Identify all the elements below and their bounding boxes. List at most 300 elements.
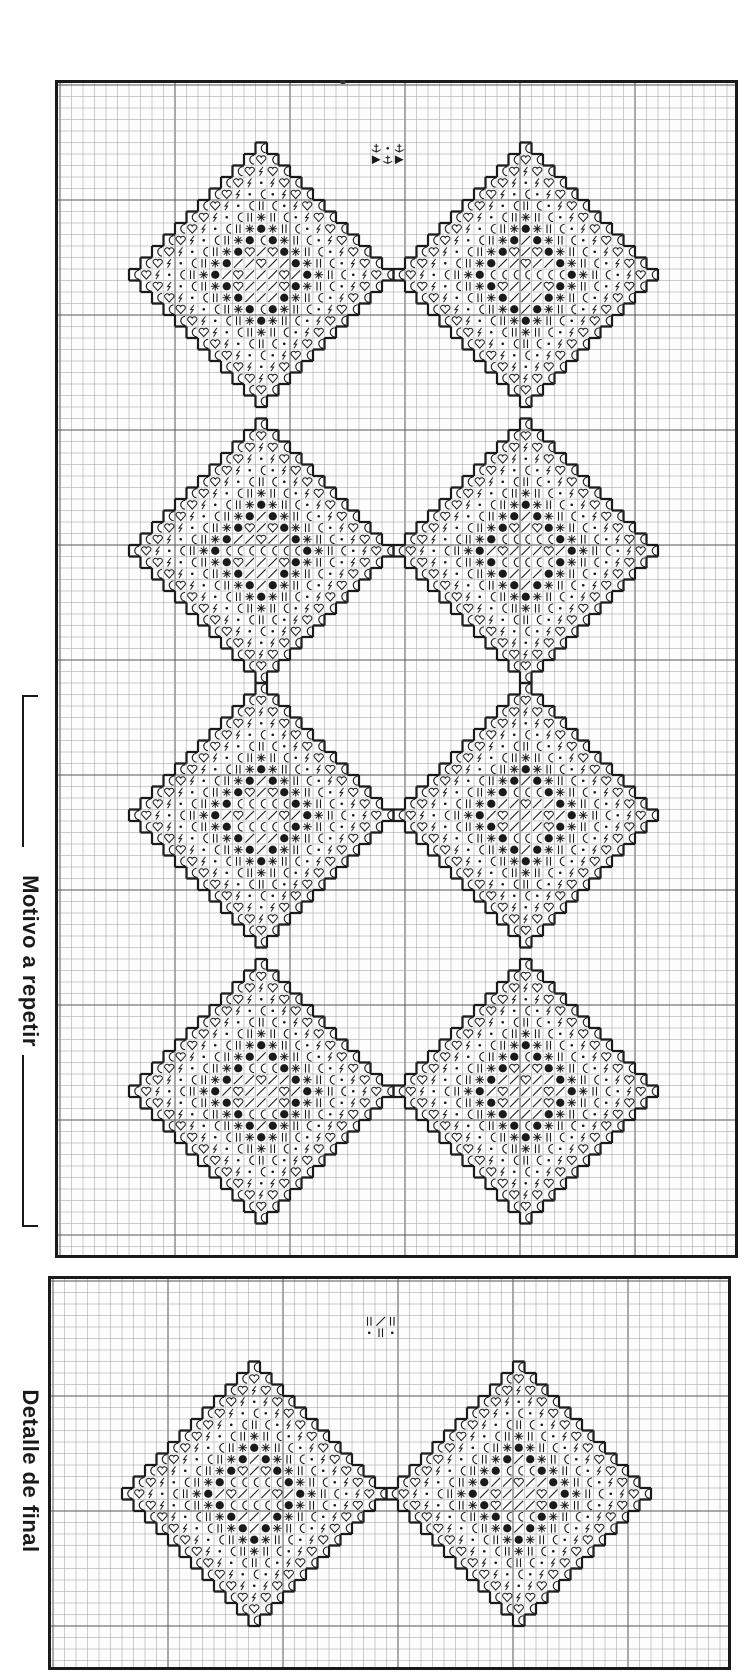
double-bar-icon	[501, 765, 504, 774]
c-shape-icon	[411, 1075, 415, 1084]
lightning-icon	[605, 1110, 608, 1119]
heart-icon	[291, 1168, 300, 1176]
lightning-icon	[536, 1179, 539, 1188]
dot-icon	[329, 1113, 332, 1116]
c-shape-icon	[422, 1110, 426, 1119]
filled-circle-icon	[568, 811, 576, 819]
lightning-icon	[179, 788, 182, 797]
asterisk-icon	[487, 569, 496, 578]
dot-icon	[260, 641, 263, 644]
double-bar-icon	[225, 512, 228, 521]
c-shape-icon	[526, 1213, 530, 1222]
c-shape-icon	[480, 891, 484, 900]
heart-icon	[487, 466, 496, 474]
c-shape-icon	[519, 1616, 523, 1625]
c-shape-icon	[250, 477, 254, 486]
dot-icon	[570, 1044, 573, 1047]
heart-icon	[544, 995, 553, 1003]
c-shape-icon	[537, 477, 541, 486]
double-bar-icon	[248, 604, 251, 613]
asterisk-icon	[537, 1455, 546, 1464]
double-bar-icon	[225, 236, 228, 245]
dot-icon	[172, 1481, 175, 1484]
c-shape-icon	[376, 535, 380, 544]
filled-circle-icon	[533, 1122, 541, 1130]
heart-icon	[188, 501, 197, 509]
heart-icon	[280, 1179, 289, 1187]
c-shape-icon	[457, 753, 461, 762]
lightning-icon	[559, 477, 562, 486]
asterisk-icon	[560, 1478, 569, 1487]
lightning-icon	[317, 224, 320, 233]
slash-icon	[257, 1052, 266, 1061]
dot-icon	[161, 1492, 164, 1495]
heart-icon	[245, 915, 254, 923]
lightning-icon	[501, 466, 504, 475]
heart-icon	[280, 363, 289, 371]
asterisk-icon	[291, 788, 300, 797]
dot-icon	[248, 354, 251, 357]
asterisk-icon	[567, 822, 576, 831]
c-shape-icon	[572, 512, 576, 521]
heart-icon	[188, 225, 197, 233]
lightning-icon	[260, 983, 263, 992]
heart-icon	[372, 547, 381, 555]
heart-icon	[544, 1099, 553, 1107]
heart-icon	[613, 1110, 622, 1118]
c-shape-icon	[606, 857, 610, 866]
dot-icon	[179, 1078, 182, 1081]
heart-icon	[284, 1570, 293, 1578]
heart-icon	[418, 558, 427, 566]
filled-circle-icon	[556, 1076, 564, 1084]
c-shape-icon	[514, 477, 518, 486]
c-shape-icon	[480, 1006, 484, 1015]
heart-icon	[537, 1490, 546, 1498]
c-shape-icon	[273, 155, 277, 164]
asterisk-icon	[257, 753, 266, 762]
slash-icon	[510, 1075, 519, 1084]
c-shape-icon	[215, 1052, 219, 1061]
lightning-icon	[294, 477, 297, 486]
filled-circle-icon	[292, 1099, 300, 1107]
lightning-icon	[559, 1156, 562, 1165]
lightning-icon	[352, 822, 355, 831]
lightning-icon	[241, 1581, 244, 1590]
c-shape-icon	[227, 1041, 231, 1050]
heart-icon	[464, 213, 473, 221]
c-shape-icon	[537, 661, 541, 670]
filled-circle-icon	[522, 593, 530, 601]
c-shape-icon	[526, 960, 530, 969]
c-shape-icon	[243, 1501, 247, 1510]
c-shape-icon	[376, 558, 380, 567]
dot-icon	[218, 1550, 221, 1553]
c-shape-icon	[549, 868, 553, 877]
heart-icon	[280, 1087, 289, 1095]
lightning-icon	[501, 351, 504, 360]
c-shape-icon	[537, 270, 541, 279]
c-shape-icon	[323, 1501, 327, 1510]
c-shape-icon	[560, 270, 564, 279]
c-shape-icon	[526, 1167, 530, 1176]
c-shape-icon	[376, 259, 380, 268]
heart-icon	[567, 742, 576, 750]
asterisk-icon	[238, 1535, 247, 1544]
slash-icon	[521, 845, 530, 854]
double-bar-icon	[271, 489, 274, 498]
double-bar-icon	[513, 489, 516, 498]
c-shape-icon	[560, 857, 564, 866]
dot-icon	[490, 1032, 493, 1035]
dot-icon	[513, 894, 516, 897]
slash-icon	[268, 1098, 277, 1107]
c-shape-icon	[250, 1110, 254, 1119]
slash-icon	[521, 569, 530, 578]
asterisk-icon	[222, 523, 231, 532]
asterisk-icon	[257, 328, 266, 337]
c-shape-icon	[480, 845, 484, 854]
lightning-icon	[582, 500, 585, 509]
c-shape-icon	[220, 1535, 224, 1544]
slash-icon	[533, 1075, 542, 1084]
c-shape-icon	[507, 1374, 511, 1383]
end-detail-label: Detalle de final	[18, 1389, 43, 1553]
c-shape-icon	[365, 788, 369, 797]
dot-icon	[616, 1090, 619, 1093]
c-shape-icon	[215, 1167, 219, 1176]
c-shape-icon	[296, 224, 300, 233]
double-bar-icon	[467, 282, 470, 291]
filled-circle-icon	[522, 501, 530, 509]
c-shape-icon	[583, 1064, 587, 1073]
c-shape-icon	[192, 1144, 196, 1153]
heart-icon	[544, 903, 553, 911]
c-shape-icon	[181, 592, 185, 601]
asterisk-icon	[261, 1535, 270, 1544]
asterisk-icon	[514, 1432, 523, 1441]
slash-icon	[510, 259, 519, 268]
slash-icon	[234, 259, 243, 268]
slash-icon	[250, 1512, 259, 1521]
filled-circle-icon	[257, 225, 265, 233]
c-shape-icon	[450, 1501, 454, 1510]
lightning-icon	[191, 512, 194, 521]
lightning-icon	[264, 1581, 267, 1590]
lightning-icon	[455, 512, 458, 521]
heart-icon	[579, 604, 588, 612]
heart-icon	[238, 1467, 247, 1475]
c-shape-icon	[588, 1432, 592, 1441]
c-shape-icon	[480, 512, 484, 521]
dot-icon	[317, 515, 320, 518]
c-shape-icon	[588, 1501, 592, 1510]
c-shape-icon	[450, 1478, 454, 1487]
c-shape-icon	[146, 799, 150, 808]
lightning-icon	[156, 270, 159, 279]
asterisk-icon	[556, 1064, 565, 1073]
heart-icon	[199, 328, 208, 336]
dot-icon	[501, 745, 504, 748]
end-detail-grid	[51, 1279, 731, 1670]
c-shape-icon	[307, 627, 311, 636]
filled-circle-icon	[533, 236, 541, 244]
double-bar-icon	[593, 270, 596, 279]
heart-icon	[165, 1110, 174, 1118]
c-shape-icon	[519, 1466, 523, 1475]
dot-icon	[172, 1504, 175, 1507]
double-bar-icon	[283, 224, 286, 233]
heart-icon	[314, 869, 323, 877]
lightning-icon	[540, 1570, 543, 1579]
heart-icon	[429, 524, 438, 532]
double-bar-icon	[294, 776, 297, 785]
dot-icon	[202, 1055, 205, 1058]
c-shape-icon	[353, 236, 357, 245]
heart-icon	[544, 1179, 553, 1187]
slash-icon	[257, 270, 266, 279]
c-shape-icon	[491, 270, 495, 279]
asterisk-icon	[245, 1041, 254, 1050]
slash-icon	[215, 1489, 224, 1498]
filled-circle-icon	[246, 1053, 254, 1061]
c-shape-icon	[197, 1512, 201, 1521]
dot-icon	[552, 1550, 555, 1553]
lightning-icon	[524, 374, 527, 383]
c-shape-icon	[215, 190, 219, 199]
lightning-icon	[605, 247, 608, 256]
double-bar-icon	[524, 477, 527, 486]
dot-icon	[444, 802, 447, 805]
asterisk-icon	[521, 1029, 530, 1038]
asterisk-icon	[296, 1501, 305, 1510]
asterisk-icon	[280, 305, 289, 314]
heart-icon	[625, 1076, 634, 1084]
heart-icon	[257, 1202, 266, 1210]
c-shape-icon	[514, 742, 518, 751]
dot-icon	[248, 894, 251, 897]
heart-icon	[452, 317, 461, 325]
lightning-icon	[513, 638, 516, 647]
c-shape-icon	[606, 1041, 610, 1050]
slash-icon	[284, 1489, 293, 1498]
c-shape-icon	[641, 822, 645, 831]
lightning-icon	[547, 730, 550, 739]
double-bar-icon	[513, 753, 516, 762]
c-shape-icon	[243, 1558, 247, 1567]
c-shape-icon	[388, 811, 392, 820]
c-shape-icon	[158, 293, 162, 302]
heart-icon	[268, 443, 277, 451]
dot-icon	[540, 1561, 543, 1564]
heart-icon	[544, 179, 553, 187]
dot-icon	[536, 469, 539, 472]
c-shape-icon	[204, 201, 208, 210]
c-shape-icon	[307, 1052, 311, 1061]
lightning-icon	[225, 339, 228, 348]
double-bar-icon	[225, 305, 228, 314]
asterisk-icon	[567, 259, 576, 268]
lightning-icon	[271, 178, 274, 187]
heart-icon	[572, 1547, 581, 1555]
double-bar-icon	[529, 1432, 532, 1441]
double-bar-icon	[225, 1052, 228, 1061]
heart-icon	[399, 1490, 408, 1498]
asterisk-icon	[521, 489, 530, 498]
asterisk-icon	[222, 1110, 231, 1119]
c-shape-icon	[606, 1087, 610, 1096]
dot-icon	[322, 1515, 325, 1518]
heart-icon	[188, 1041, 197, 1049]
heart-icon	[257, 926, 266, 934]
heart-icon	[434, 1455, 443, 1463]
lightning-icon	[586, 1455, 589, 1464]
c-shape-icon	[480, 190, 484, 199]
lightning-icon	[432, 558, 435, 567]
c-shape-icon	[296, 316, 300, 325]
heart-icon	[503, 1593, 512, 1601]
c-shape-icon	[445, 811, 449, 820]
lightning-icon	[529, 1581, 532, 1590]
asterisk-icon	[261, 1443, 270, 1452]
dot-icon	[455, 1113, 458, 1116]
c-shape-icon	[192, 753, 196, 762]
c-shape-icon	[162, 1524, 166, 1533]
c-shape-icon	[319, 1110, 323, 1119]
slash-icon	[257, 569, 266, 578]
heart-icon	[360, 535, 369, 543]
heart-icon	[521, 1202, 530, 1210]
slash-icon	[514, 1455, 523, 1464]
c-shape-icon	[427, 1524, 431, 1533]
asterisk-icon	[280, 512, 289, 521]
heart-icon	[222, 190, 231, 198]
dot-icon	[524, 998, 527, 1001]
c-shape-icon	[208, 1570, 212, 1579]
lightning-icon	[317, 592, 320, 601]
slash-icon	[521, 811, 530, 820]
filled-circle-icon	[561, 1490, 569, 1498]
heart-icon	[245, 788, 254, 796]
c-shape-icon	[438, 1535, 442, 1544]
lightning-icon	[605, 834, 608, 843]
c-shape-icon	[319, 834, 323, 843]
slash-icon	[510, 1098, 519, 1107]
double-bar-icon	[536, 868, 539, 877]
heart-icon	[257, 1076, 266, 1084]
double-bar-icon	[306, 247, 309, 256]
c-shape-icon	[434, 1121, 438, 1130]
lightning-icon	[616, 558, 619, 567]
double-bar-icon	[490, 1052, 493, 1061]
double-bar-icon	[570, 834, 573, 843]
lightning-icon	[271, 995, 274, 1004]
c-shape-icon	[220, 1397, 224, 1406]
asterisk-icon	[291, 293, 300, 302]
c-shape-icon	[296, 1179, 300, 1188]
heart-icon	[514, 1605, 523, 1613]
double-bar-icon	[241, 1432, 244, 1441]
dot-icon	[490, 1147, 493, 1150]
double-bar-icon	[490, 1121, 493, 1130]
slash-icon	[510, 569, 519, 578]
lightning-icon	[616, 1098, 619, 1107]
dot-icon	[586, 1515, 589, 1518]
filled-circle-icon	[303, 547, 311, 555]
asterisk-icon	[204, 1478, 213, 1487]
lightning-icon	[593, 776, 596, 785]
c-shape-icon	[284, 604, 288, 613]
heart-icon	[245, 524, 254, 532]
c-shape-icon	[330, 328, 334, 337]
asterisk-icon	[192, 1489, 201, 1498]
heart-icon	[567, 880, 576, 888]
double-bar-icon	[501, 500, 504, 509]
c-shape-icon	[530, 1512, 534, 1521]
c-shape-icon	[560, 500, 564, 509]
c-shape-icon	[480, 351, 484, 360]
c-shape-icon	[215, 776, 219, 785]
dot-icon	[582, 1055, 585, 1058]
heart-icon	[406, 547, 415, 555]
double-bar-icon	[570, 247, 573, 256]
c-shape-icon	[411, 558, 415, 567]
c-shape-icon	[484, 1581, 488, 1590]
c-shape-icon	[572, 236, 576, 245]
asterisk-icon	[211, 1075, 220, 1084]
c-shape-icon	[588, 1478, 592, 1487]
asterisk-icon	[245, 592, 254, 601]
c-shape-icon	[273, 742, 277, 751]
asterisk-icon	[544, 776, 553, 785]
dot-icon	[345, 1492, 348, 1495]
dot-icon	[460, 1527, 463, 1530]
c-shape-icon	[284, 443, 288, 452]
c-shape-icon	[266, 1420, 270, 1429]
asterisk-icon	[234, 845, 243, 854]
lightning-icon	[345, 1478, 348, 1487]
asterisk-icon	[211, 799, 220, 808]
filled-circle-icon	[223, 1099, 231, 1107]
dot-icon	[536, 1009, 539, 1012]
c-shape-icon	[399, 546, 403, 555]
heart-icon	[261, 1467, 270, 1475]
asterisk-icon	[533, 592, 542, 601]
lightning-icon	[513, 454, 516, 463]
lightning-icon	[563, 1432, 566, 1441]
c-shape-icon	[583, 523, 587, 532]
dot-icon	[467, 308, 470, 311]
double-bar-icon	[207, 1466, 210, 1475]
double-bar-icon	[540, 1443, 543, 1452]
dot-icon	[283, 745, 286, 748]
dot-icon	[230, 1423, 233, 1426]
dot-icon	[616, 814, 619, 817]
double-bar-icon	[202, 822, 205, 831]
c-shape-icon	[565, 1455, 569, 1464]
lightning-icon	[536, 178, 539, 187]
filled-circle-icon	[280, 524, 288, 532]
double-bar-icon	[202, 1098, 205, 1107]
heart-icon	[291, 351, 300, 359]
filled-circle-icon	[211, 811, 219, 819]
c-shape-icon	[365, 1110, 369, 1119]
double-bar-icon	[271, 753, 274, 762]
c-shape-icon	[296, 500, 300, 509]
asterisk-icon	[257, 604, 266, 613]
double-bar-icon	[490, 581, 493, 590]
c-shape-icon	[468, 293, 472, 302]
